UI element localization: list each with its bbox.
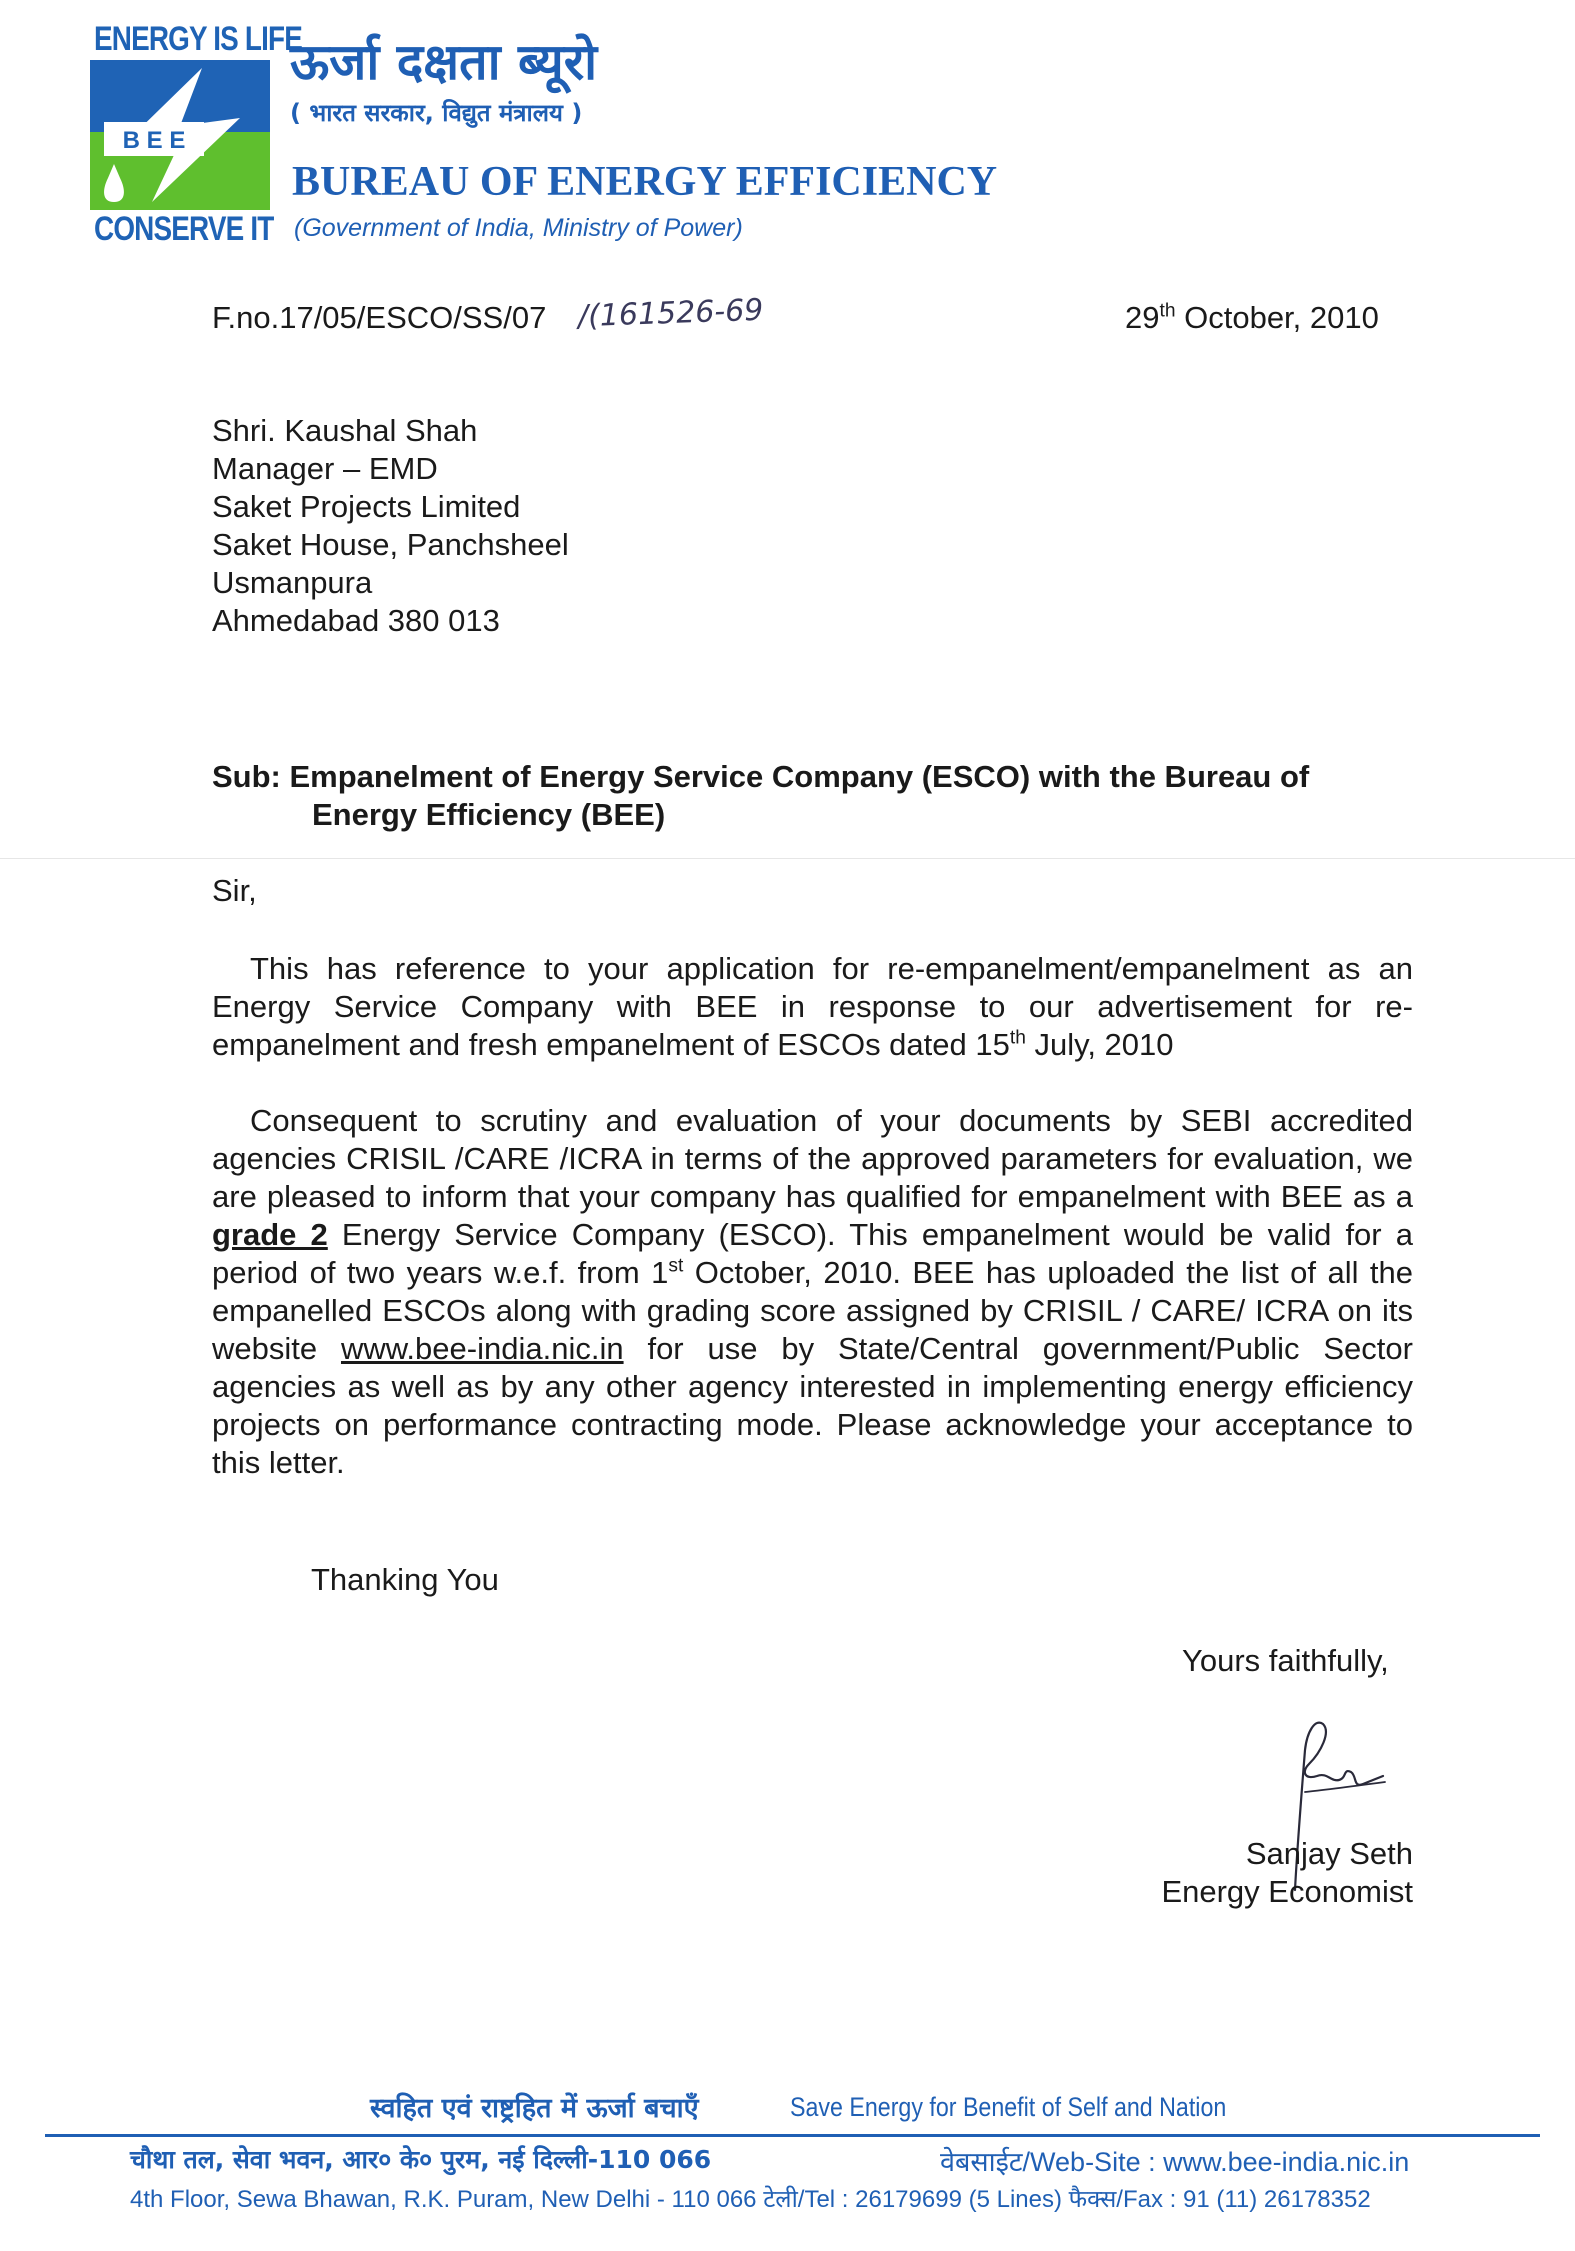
org-title: BUREAU OF ENERGY EFFICIENCY <box>292 159 998 205</box>
closing-line: Yours faithfully, <box>1182 1643 1389 1678</box>
hindi-org-title: ऊर्जा दक्षता ब्यूरो <box>290 33 598 91</box>
signatory-title: Energy Economist <box>1161 1874 1413 1909</box>
footer-address-english: 4th Floor, Sewa Bhawan, R.K. Puram, New Delhi - 110 066 टेली/Tel : 26179699 (5 Lines) फैक्स/Fax : 91 (11) 26178352 <box>130 2186 1371 2213</box>
handwritten-reference: /(161526-69 <box>577 292 764 335</box>
subject-line-2: Energy Efficiency (BEE) <box>312 797 666 832</box>
subject <box>212 758 1417 834</box>
recipient-line: Shri. Kaushal Shah <box>212 413 478 448</box>
signatory-name: Sanjay Seth <box>1245 1836 1413 1871</box>
footer-divider <box>45 2134 1540 2137</box>
recipient-line: Saket House, Panchsheel <box>212 527 569 562</box>
footer-address-hindi: चौथा तल, सेवा भवन, आर० के० पुरम, नई दिल्ली-110 066 वेबसाईट/Web-Site : www.bee-india.nic.in <box>130 2142 711 2176</box>
reference-number: F.no.17/05/ESCO/SS/07 <box>212 300 547 335</box>
hindi-org-subtitle: ( भारत सरकार, विद्युत मंत्रालय ) <box>290 99 583 127</box>
body-paragraph-1: This has reference to your application for re-empanelment/empanelment as an Energy Service Company with BEE in response to our advertisement for re-empanelment and fresh empanelment of ESCOs dated 15th July, 2010 <box>212 951 1413 1062</box>
logo-top-text: ENERGY IS LIFE <box>94 20 302 58</box>
footer-tagline-english: Save Energy for Benefit of Self and Nation <box>790 2092 1227 2122</box>
recipient-address <box>212 412 569 640</box>
body-paragraph-2: Consequent to scrutiny and evaluation of your documents by SEBI accredited agencies CRISIL /CARE /ICRA in terms of the approved parameters for evaluation, we are pleased to inform that your company has qualified for empanelment with BEE as a grade 2 Energy Service Company (ESCO). This empanelment would be valid for a period of two years w.e.f. from 1st October, 2010. BEE has uploaded the list of all the empanelled ESCOs along with grading score assigned by CRISIL / CARE/ ICRA on its website www.bee-india.nic.in for use by State/Central government/Public Sector agencies as well as by any other agency interested in implementing energy efficiency projects on performance contracting mode. Please acknowledge your acceptance to this letter. <box>212 1103 1414 1480</box>
bee-logo-icon <box>90 60 270 210</box>
footer-tagline-hindi: स्वहित एवं राष्ट्रहित में ऊर्जा बचाएँ <box>370 2093 699 2124</box>
recipient-line: Saket Projects Limited <box>212 489 521 524</box>
website-link[interactable]: www.bee-india.nic.in <box>340 1331 624 1366</box>
recipient-line: Ahmedabad 380 013 <box>212 603 500 638</box>
salutation: Sir, <box>212 873 257 908</box>
letter-date: 29th October, 2010 <box>1125 300 1379 335</box>
fold-line <box>0 858 1575 859</box>
footer-website[interactable]: वेबसाईट/Web-Site : www.bee-india.nic.in <box>940 2147 1410 2177</box>
thanks-line: Thanking You <box>311 1562 499 1597</box>
signatory-block <box>1161 1835 1413 1911</box>
recipient-line: Manager – EMD <box>212 451 438 486</box>
recipient-line: Usmanpura <box>212 565 373 600</box>
logo-mid-text: B E E <box>122 127 186 154</box>
grade-text: grade 2 <box>212 1217 328 1252</box>
subject-line-1: Sub: Empanelment of Energy Service Company (ESCO) with the Bureau of <box>212 759 1310 794</box>
logo-bottom-text: CONSERVE IT <box>94 210 274 248</box>
org-subtitle: (Government of India, Ministry of Power) <box>294 214 743 242</box>
